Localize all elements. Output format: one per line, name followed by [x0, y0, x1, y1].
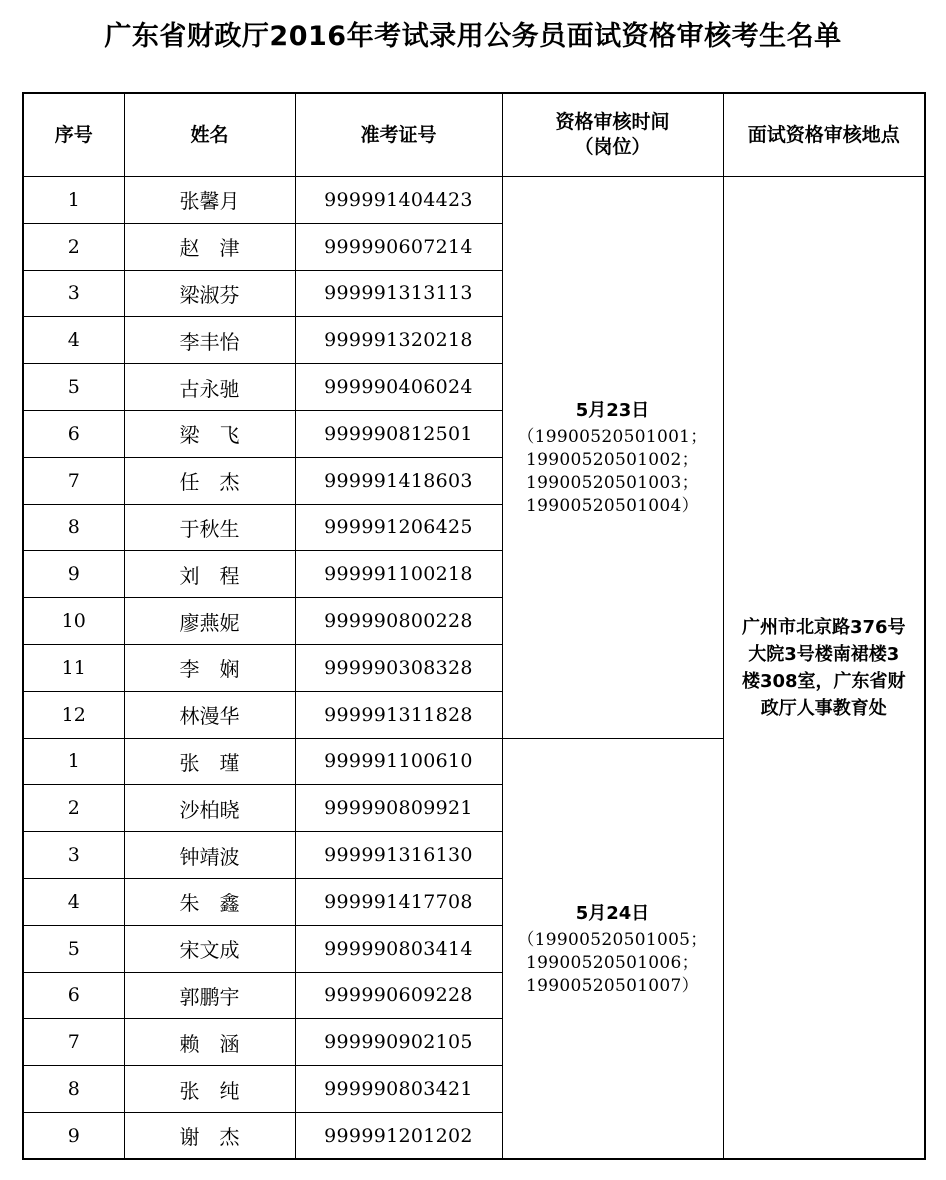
seq-cell: 3	[23, 832, 124, 879]
exam-number-cell: 999991311828	[295, 691, 502, 738]
name-cell: 任 杰	[124, 457, 295, 504]
name-cell: 李丰怡	[124, 317, 295, 364]
location-cell	[723, 177, 925, 1160]
position-code: （19900520501001；	[517, 427, 708, 448]
name-cell: 谢 杰	[124, 1112, 295, 1159]
seq-cell: 9	[23, 551, 124, 598]
seq-cell: 10	[23, 598, 124, 645]
name-cell: 张 瑾	[124, 738, 295, 785]
location-line: 大院3号楼南裙楼3	[748, 643, 900, 665]
seq-cell: 4	[23, 317, 124, 364]
name-cell: 钟靖波	[124, 832, 295, 879]
exam-number-cell: 999990607214	[295, 223, 502, 270]
header-location: 面试资格审核地点	[723, 93, 925, 177]
table-row	[23, 177, 925, 224]
location-line: 政厅人事教育处	[760, 697, 887, 719]
name-cell: 于秋生	[124, 504, 295, 551]
review-time-cell-2	[502, 738, 723, 1159]
seq-cell: 7	[23, 457, 124, 504]
review-date: 5月23日	[575, 400, 650, 422]
seq-cell: 1	[23, 738, 124, 785]
name-cell: 刘 程	[124, 551, 295, 598]
name-cell: 梁 飞	[124, 410, 295, 457]
seq-cell: 9	[23, 1112, 124, 1159]
position-code: 19900520501007）	[526, 975, 699, 996]
exam-number-cell: 999990406024	[295, 364, 502, 411]
seq-cell: 3	[23, 270, 124, 317]
name-cell: 张馨月	[124, 177, 295, 224]
seq-cell: 8	[23, 1066, 124, 1113]
exam-number-cell: 999991100610	[295, 738, 502, 785]
name-cell: 赵 津	[124, 223, 295, 270]
exam-number-cell: 999991418603	[295, 457, 502, 504]
seq-cell: 12	[23, 691, 124, 738]
seq-cell: 7	[23, 1019, 124, 1066]
location-text	[724, 614, 925, 722]
seq-cell: 6	[23, 410, 124, 457]
exam-number-cell: 999990803421	[295, 1066, 502, 1113]
exam-number-cell: 999991404423	[295, 177, 502, 224]
name-cell: 郭鹏宇	[124, 972, 295, 1019]
exam-number-cell: 999991313113	[295, 270, 502, 317]
header-exam-no: 准考证号	[295, 93, 502, 177]
name-cell: 宋文成	[124, 925, 295, 972]
header-review-time	[502, 93, 723, 177]
position-code: 19900520501006；	[526, 952, 699, 973]
seq-cell: 6	[23, 972, 124, 1019]
seq-cell: 11	[23, 644, 124, 691]
seq-cell: 5	[23, 364, 124, 411]
seq-cell: 2	[23, 785, 124, 832]
seq-cell: 4	[23, 878, 124, 925]
header-seq: 序号	[23, 93, 124, 177]
exam-number-cell: 999990308328	[295, 644, 502, 691]
exam-number-cell: 999991100218	[295, 551, 502, 598]
exam-number-cell: 999991206425	[295, 504, 502, 551]
position-code: 19900520501002；	[526, 450, 699, 471]
exam-number-cell: 999990809921	[295, 785, 502, 832]
exam-number-cell: 999991320218	[295, 317, 502, 364]
review-time-cell-1	[502, 177, 723, 739]
seq-cell: 2	[23, 223, 124, 270]
name-cell: 张 纯	[124, 1066, 295, 1113]
exam-number-cell: 999991316130	[295, 832, 502, 879]
review-date: 5月24日	[575, 902, 650, 924]
exam-number-cell: 999990812501	[295, 410, 502, 457]
header-review-time-line1: 资格审核时间	[555, 111, 670, 134]
exam-number-cell: 999990902105	[295, 1019, 502, 1066]
position-code: （19900520501005；	[517, 929, 708, 950]
exam-number-cell: 999991417708	[295, 878, 502, 925]
name-cell: 赖 涵	[124, 1019, 295, 1066]
position-code: 19900520501003；	[526, 473, 699, 494]
seq-cell: 5	[23, 925, 124, 972]
name-cell: 廖燕妮	[124, 598, 295, 645]
position-code: 19900520501004）	[526, 496, 699, 517]
name-cell: 林漫华	[124, 691, 295, 738]
name-cell: 沙柏晓	[124, 785, 295, 832]
seq-cell: 1	[23, 177, 124, 224]
candidate-table	[22, 92, 926, 1160]
name-cell: 古永驰	[124, 364, 295, 411]
exam-number-cell: 999991201202	[295, 1112, 502, 1159]
name-cell: 李 娴	[124, 644, 295, 691]
header-review-time-line2: （岗位）	[574, 136, 651, 158]
page-title: 广东省财政厅2016年考试录用公务员面试资格审核考生名单	[104, 21, 842, 52]
exam-number-cell: 999990803414	[295, 925, 502, 972]
name-cell: 朱 鑫	[124, 878, 295, 925]
name-cell: 梁淑芬	[124, 270, 295, 317]
exam-number-cell: 999990800228	[295, 598, 502, 645]
table-header-row	[23, 93, 925, 177]
location-line: 楼308室，广东省财	[741, 670, 906, 692]
location-line: 广州市北京路376号	[741, 616, 906, 638]
header-name: 姓名	[124, 93, 295, 177]
exam-number-cell: 999990609228	[295, 972, 502, 1019]
seq-cell: 8	[23, 504, 124, 551]
